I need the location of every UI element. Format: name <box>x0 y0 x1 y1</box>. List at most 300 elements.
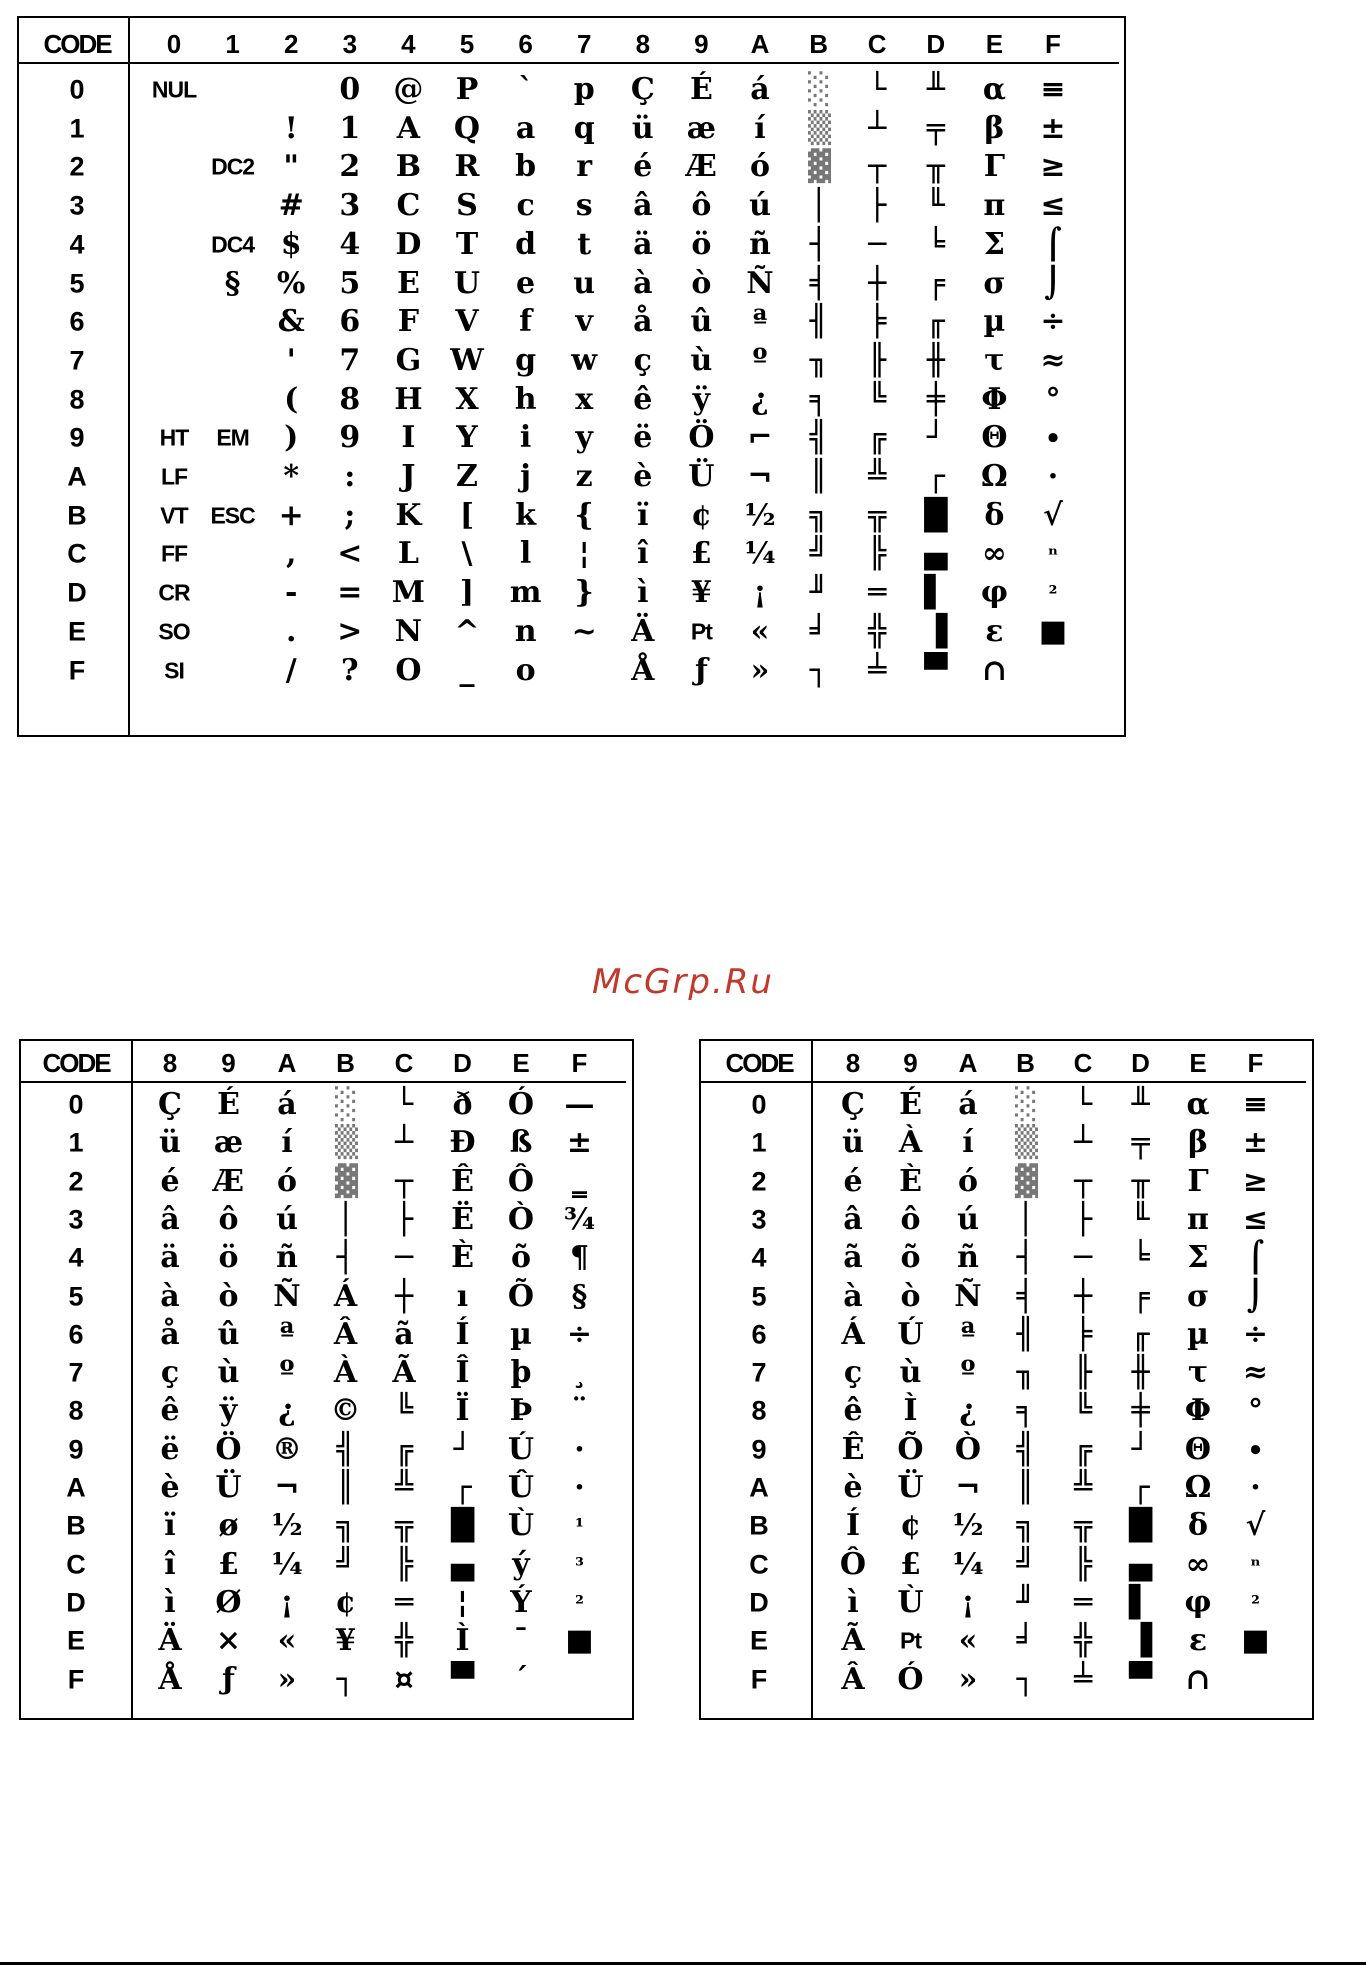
char-cell: ¬ <box>274 1470 300 1505</box>
char-cell: ñ <box>749 226 771 262</box>
column-header: A <box>958 1048 978 1078</box>
row-header: 8 <box>68 1395 84 1426</box>
char-cell: ╤ <box>926 110 945 146</box>
char-cell: µ <box>983 304 1006 340</box>
char-cell: ░ <box>808 72 830 107</box>
char-cell: ô <box>900 1201 921 1237</box>
char-cell: █ <box>1128 1508 1153 1544</box>
char-cell: ¡ <box>753 575 767 611</box>
char-cell: ï <box>637 497 649 533</box>
row-header: F <box>750 1664 768 1694</box>
char-cell: P <box>455 72 479 107</box>
char-cell: z <box>575 459 593 494</box>
char-cell: ¢ <box>900 1508 921 1544</box>
char-cell: Í <box>455 1316 470 1352</box>
char-cell: Á <box>841 1316 865 1352</box>
char-cell: S <box>456 188 478 224</box>
char-cell: ╪ <box>926 381 945 417</box>
char-cell: ¦ <box>457 1584 468 1620</box>
char-cell: ≤ <box>1242 1201 1269 1237</box>
char-cell: , <box>285 536 297 572</box>
char-cell: ─ <box>1073 1240 1093 1276</box>
char-cell: Z <box>456 459 478 494</box>
char-cell: Õ <box>507 1278 535 1314</box>
char-cell: ╦ <box>1073 1508 1093 1544</box>
char-cell: ╝ <box>809 536 828 572</box>
char-cell: Ú <box>897 1316 924 1352</box>
char-cell: ╚ <box>394 1393 414 1429</box>
char-cell: ô <box>691 188 712 224</box>
char-cell: ¿ <box>751 381 769 417</box>
char-cell: ÷ <box>1040 304 1066 340</box>
char-cell: ´ <box>513 1661 529 1697</box>
char-cell: ╬ <box>1073 1623 1093 1659</box>
char-cell: ∞ <box>981 536 1007 572</box>
char-cell: k <box>515 497 536 533</box>
char-cell: ù <box>899 1355 922 1391</box>
char-cell: û <box>217 1316 240 1352</box>
char-cell: ı <box>456 1278 469 1314</box>
char-cell: ü <box>631 110 654 146</box>
char-cell: │ <box>1016 1201 1035 1237</box>
char-cell: ╔ <box>1073 1431 1093 1467</box>
char-cell: s <box>575 188 593 224</box>
char-cell: ½ <box>952 1508 984 1544</box>
column-header: 8 <box>845 1048 861 1078</box>
char-cell: ∞ <box>1185 1546 1211 1582</box>
column-header: A <box>277 1048 297 1078</box>
char-cell: ¼ <box>744 536 776 572</box>
char-cell: ┘ <box>1131 1431 1150 1467</box>
char-cell: ╛ <box>1016 1623 1035 1659</box>
char-cell: σ <box>1186 1278 1210 1314</box>
char-cell: { <box>574 497 594 533</box>
char-cell: f <box>519 304 533 340</box>
char-cell: M <box>391 575 425 611</box>
char-cell: Ò <box>507 1201 535 1237</box>
char-cell: ¿ <box>278 1393 296 1429</box>
char-cell: ▐ <box>924 613 948 649</box>
char-cell: ö <box>691 226 712 262</box>
char-cell: ð <box>452 1087 473 1122</box>
char-cell: L <box>397 536 419 572</box>
char-cell: ã <box>843 1240 863 1276</box>
char-cell: ═ <box>868 575 887 611</box>
char-cell: _ <box>459 652 475 688</box>
char-cell: ∩ <box>981 652 1007 688</box>
char-cell: ä <box>160 1240 180 1276</box>
char-cell: · <box>1047 459 1059 494</box>
char-cell: ╗ <box>1016 1508 1035 1544</box>
char-cell: ▒ <box>808 110 830 146</box>
char-cell: NUL <box>151 76 197 103</box>
char-cell: ╠ <box>394 1546 414 1582</box>
char-cell: Ñ <box>746 265 774 301</box>
char-cell: Ç <box>630 72 655 107</box>
char-cell: DC4 <box>211 231 255 258</box>
char-cell: c <box>516 188 535 224</box>
char-cell: ü <box>159 1125 181 1161</box>
char-cell: β <box>1188 1125 1208 1161</box>
char-cell: ╬ <box>394 1623 414 1659</box>
char-cell: Î <box>455 1355 470 1391</box>
char-cell: ┤ <box>809 226 828 262</box>
char-cell: ┬ <box>394 1163 414 1199</box>
char-cell: ÷ <box>566 1316 593 1352</box>
char-cell: ò <box>900 1278 921 1314</box>
char-cell: Ë <box>451 1201 474 1237</box>
column-header: 6 <box>518 29 533 59</box>
char-cell: π <box>1187 1201 1209 1237</box>
char-cell: ß <box>509 1125 533 1161</box>
char-cell: Á <box>333 1278 358 1314</box>
char-cell: Ò <box>954 1431 982 1467</box>
char-cell: r <box>576 149 593 185</box>
char-cell: ╦ <box>868 497 887 533</box>
char-cell: è <box>633 459 653 494</box>
char-cell: È <box>899 1163 922 1199</box>
char-cell: ┘ <box>926 420 945 456</box>
char-cell: ⌡ <box>1246 1278 1265 1314</box>
char-cell: π <box>983 188 1006 224</box>
char-cell: ╓ <box>1131 1316 1150 1352</box>
char-cell: j <box>520 459 532 494</box>
char-cell: i <box>519 420 532 456</box>
char-cell: ┌ <box>453 1470 472 1505</box>
char-cell: ⁿ <box>1250 1552 1261 1577</box>
row-header: B <box>67 500 87 531</box>
char-cell: ╖ <box>809 342 828 378</box>
char-cell: ▒ <box>334 1125 357 1161</box>
char-cell: µ <box>510 1316 532 1352</box>
column-header: F <box>571 1048 588 1078</box>
char-cell: ¥ <box>690 575 712 611</box>
char-cell: n <box>514 613 537 649</box>
char-cell: ì <box>164 1584 176 1620</box>
char-cell: Ä <box>158 1623 182 1659</box>
char-cell: ⌠ <box>1246 1240 1265 1276</box>
char-cell: ╣ <box>1016 1431 1035 1467</box>
char-cell: ╣ <box>336 1431 355 1467</box>
char-cell: ┐ <box>809 652 828 688</box>
char-cell: í <box>962 1125 974 1161</box>
char-cell: ¯ <box>513 1623 529 1659</box>
row-header: B <box>749 1510 769 1541</box>
char-cell: Æ <box>685 149 717 185</box>
char-cell: @ <box>393 72 424 107</box>
code-table-lower-right <box>699 1039 1314 1720</box>
row-header: 3 <box>751 1204 767 1235</box>
char-cell: ∙ <box>1247 1431 1264 1467</box>
char-cell: 4 <box>339 226 361 262</box>
char-cell: p <box>573 72 595 107</box>
row-header: F <box>67 1664 85 1694</box>
char-cell: é <box>160 1163 180 1199</box>
char-cell: ½ <box>271 1508 303 1544</box>
char-cell: ∙ <box>1045 420 1061 456</box>
char-cell: √ <box>1245 1508 1266 1544</box>
char-cell: ╤ <box>1131 1125 1150 1161</box>
char-cell: å <box>633 304 653 340</box>
char-cell: Σ <box>983 226 1005 262</box>
char-cell: û <box>690 304 713 340</box>
char-cell: å <box>160 1316 180 1352</box>
char-cell: « <box>277 1623 297 1659</box>
char-cell: & <box>277 304 305 340</box>
char-cell: à <box>843 1278 863 1314</box>
row-header: 9 <box>68 1434 84 1465</box>
char-cell: ò <box>691 265 712 301</box>
char-cell: ñ <box>957 1240 979 1276</box>
char-cell: ╘ <box>1131 1240 1150 1276</box>
char-cell: Þ <box>509 1393 533 1429</box>
char-cell: σ <box>983 265 1006 301</box>
char-cell: V <box>455 304 479 340</box>
char-cell: ║ <box>1016 1470 1035 1505</box>
char-cell: ╒ <box>926 265 945 301</box>
char-cell: ≡ <box>1040 72 1066 107</box>
char-cell: τ <box>1187 1355 1209 1391</box>
char-cell: ■ <box>1241 1623 1270 1659</box>
char-cell: ┼ <box>868 265 887 301</box>
char-cell: ╟ <box>868 342 887 378</box>
char-cell: δ <box>984 497 1005 533</box>
char-cell: Ç <box>158 1087 182 1122</box>
column-header: B <box>1016 1048 1035 1078</box>
column-header: F <box>1045 29 1061 59</box>
char-cell: ╞ <box>868 304 887 340</box>
row-header: 4 <box>751 1242 767 1273</box>
char-cell: « <box>750 613 770 649</box>
char-cell: ø <box>218 1508 239 1544</box>
row-header: F <box>68 655 86 685</box>
column-separator <box>811 1041 813 1718</box>
char-cell: ╫ <box>1131 1355 1150 1391</box>
row-header: 0 <box>69 74 85 105</box>
char-cell: ╓ <box>926 304 945 340</box>
char-cell: * <box>283 459 300 494</box>
column-header: 2 <box>283 29 299 59</box>
char-cell: 6 <box>339 304 361 340</box>
char-cell: ³ <box>575 1552 584 1577</box>
code-header: CODE <box>43 29 111 59</box>
column-header: E <box>512 1048 530 1078</box>
char-cell: ╟ <box>1073 1355 1093 1391</box>
char-cell: ã <box>394 1316 414 1352</box>
bottom-rule <box>0 1962 1366 1965</box>
char-cell: ├ <box>1073 1201 1093 1237</box>
column-header: 4 <box>401 29 416 59</box>
row-header: 7 <box>69 345 85 376</box>
char-cell: t <box>577 226 592 262</box>
row-header: 4 <box>68 1242 84 1273</box>
char-cell: ¿ <box>959 1393 977 1429</box>
char-cell: Û <box>507 1470 535 1505</box>
column-header: F <box>1247 1048 1264 1078</box>
char-cell: ╧ <box>868 652 887 688</box>
char-cell: ó <box>276 1163 298 1199</box>
char-cell: õ <box>900 1240 921 1276</box>
char-cell: Ñ <box>954 1278 982 1314</box>
char-cell: ┼ <box>1073 1278 1093 1314</box>
char-cell: Θ <box>1184 1431 1212 1467</box>
char-cell: g <box>515 342 537 378</box>
row-header: 9 <box>751 1434 767 1465</box>
char-cell: ê <box>843 1393 863 1429</box>
char-cell: ▓ <box>334 1163 357 1199</box>
char-cell: ╨ <box>926 72 945 107</box>
row-header: C <box>67 538 87 569</box>
char-cell: ▄ <box>924 536 948 572</box>
char-cell: Ø <box>215 1584 242 1620</box>
char-cell: Ó <box>897 1661 924 1697</box>
column-header: D <box>1131 1048 1150 1078</box>
char-cell: º <box>960 1355 976 1391</box>
row-header: 1 <box>68 1127 84 1158</box>
char-cell: H <box>394 381 423 417</box>
char-cell: ┴ <box>394 1125 414 1161</box>
char-cell: ╥ <box>1131 1163 1150 1199</box>
code-table-lower-left <box>19 1039 634 1720</box>
char-cell: ε <box>985 613 1004 649</box>
char-cell: é <box>843 1163 863 1199</box>
char-cell: º <box>752 342 768 378</box>
char-cell: 0 <box>339 72 361 107</box>
char-cell: $ <box>280 226 302 262</box>
watermark: McGrp.Ru <box>592 962 774 1002</box>
char-cell: m <box>509 575 542 611</box>
char-cell: ‗ <box>572 1163 587 1199</box>
row-header: 0 <box>68 1089 84 1120</box>
char-cell: ª <box>960 1316 976 1352</box>
char-cell: ü <box>842 1125 864 1161</box>
char-cell: Â <box>841 1661 865 1697</box>
char-cell: Ì <box>903 1393 918 1429</box>
char-cell: √ <box>1043 497 1063 533</box>
row-header: 7 <box>751 1357 767 1388</box>
char-cell: ¨ <box>572 1393 587 1429</box>
row-header: 2 <box>751 1166 767 1197</box>
char-cell: ⁿ <box>1047 542 1059 567</box>
char-cell: ê <box>633 381 653 417</box>
char-cell: ç <box>633 342 652 378</box>
char-cell: ¡ <box>961 1584 975 1620</box>
char-cell: + <box>278 497 304 533</box>
header-rule <box>21 1081 626 1083</box>
char-cell: â <box>160 1201 180 1237</box>
char-cell: Ý <box>510 1584 532 1620</box>
char-cell: ╡ <box>1016 1278 1035 1314</box>
char-cell: φ <box>1184 1584 1212 1620</box>
char-cell: ƒ <box>694 652 708 688</box>
char-cell: ç <box>160 1355 180 1391</box>
char-cell: Ù <box>507 1508 535 1544</box>
char-cell: 1 <box>339 110 361 146</box>
char-cell: B <box>395 149 422 185</box>
row-header: 3 <box>68 1204 84 1235</box>
char-cell: Φ <box>1184 1393 1212 1429</box>
char-cell: └ <box>868 72 887 107</box>
column-header: 5 <box>459 29 475 59</box>
row-header: 1 <box>69 113 85 144</box>
char-cell: à <box>160 1278 180 1314</box>
code-header: CODE <box>725 1048 793 1078</box>
char-cell: T <box>455 226 479 262</box>
char-cell: ú <box>957 1201 979 1237</box>
char-cell: - <box>284 575 298 611</box>
char-cell: ░ <box>1014 1087 1037 1122</box>
char-cell: C <box>396 188 421 224</box>
char-cell: Õ <box>897 1431 924 1467</box>
char-cell: ê <box>160 1393 180 1429</box>
char-cell: ≈ <box>1040 342 1066 378</box>
char-cell: ╒ <box>1131 1278 1150 1314</box>
char-cell: v <box>575 304 593 340</box>
char-cell: È <box>451 1240 474 1276</box>
char-cell: Σ <box>1187 1240 1209 1276</box>
column-header: 0 <box>166 29 182 59</box>
row-header: 6 <box>69 306 85 337</box>
char-cell: ≡ <box>1242 1087 1269 1122</box>
row-header: 3 <box>69 190 85 221</box>
char-cell: è <box>843 1470 863 1505</box>
char-cell: ï <box>164 1508 176 1544</box>
char-cell: ╦ <box>394 1508 414 1544</box>
char-cell: » <box>958 1661 978 1697</box>
row-header: C <box>66 1549 86 1580</box>
row-header: 5 <box>751 1281 767 1311</box>
char-cell: ô <box>218 1201 239 1237</box>
row-header: D <box>749 1587 769 1618</box>
char-cell: Ñ <box>273 1278 301 1314</box>
char-cell: ╢ <box>1016 1316 1035 1352</box>
char-cell: à <box>633 265 653 301</box>
char-cell: Å <box>158 1661 182 1697</box>
char-cell: < <box>337 536 363 572</box>
char-cell: ╝ <box>336 1546 355 1582</box>
char-cell: á <box>958 1087 978 1122</box>
char-cell: G <box>395 342 422 378</box>
char-cell: ╘ <box>926 226 945 262</box>
char-cell: ⌐ <box>747 420 773 456</box>
char-cell: e <box>516 265 536 301</box>
char-cell: EM <box>216 424 249 451</box>
char-cell: ó <box>957 1163 979 1199</box>
char-cell: ¶ <box>569 1240 590 1276</box>
row-header: 8 <box>69 384 85 415</box>
char-cell: α <box>1186 1087 1210 1122</box>
char-cell: ┬ <box>868 149 887 185</box>
char-cell: ─ <box>394 1240 414 1276</box>
char-cell: À <box>333 1355 358 1391</box>
char-cell: ¹ <box>575 1514 584 1539</box>
char-cell: ╪ <box>1131 1393 1150 1429</box>
char-cell: ä <box>633 226 653 262</box>
char-cell: ± <box>1242 1125 1269 1161</box>
char-cell: Ä <box>631 613 655 649</box>
char-cell: ÿ <box>692 381 711 417</box>
char-cell: Φ <box>981 381 1008 417</box>
char-cell: ² <box>1251 1590 1260 1615</box>
char-cell: µ <box>1187 1316 1209 1352</box>
row-header: E <box>66 1625 86 1656</box>
column-header: 1 <box>225 29 240 59</box>
column-header: A <box>750 29 770 59</box>
char-cell: ╜ <box>809 575 828 611</box>
char-cell: ┘ <box>453 1431 472 1467</box>
char-cell: â <box>633 188 653 224</box>
char-cell: Ï <box>455 1393 470 1429</box>
